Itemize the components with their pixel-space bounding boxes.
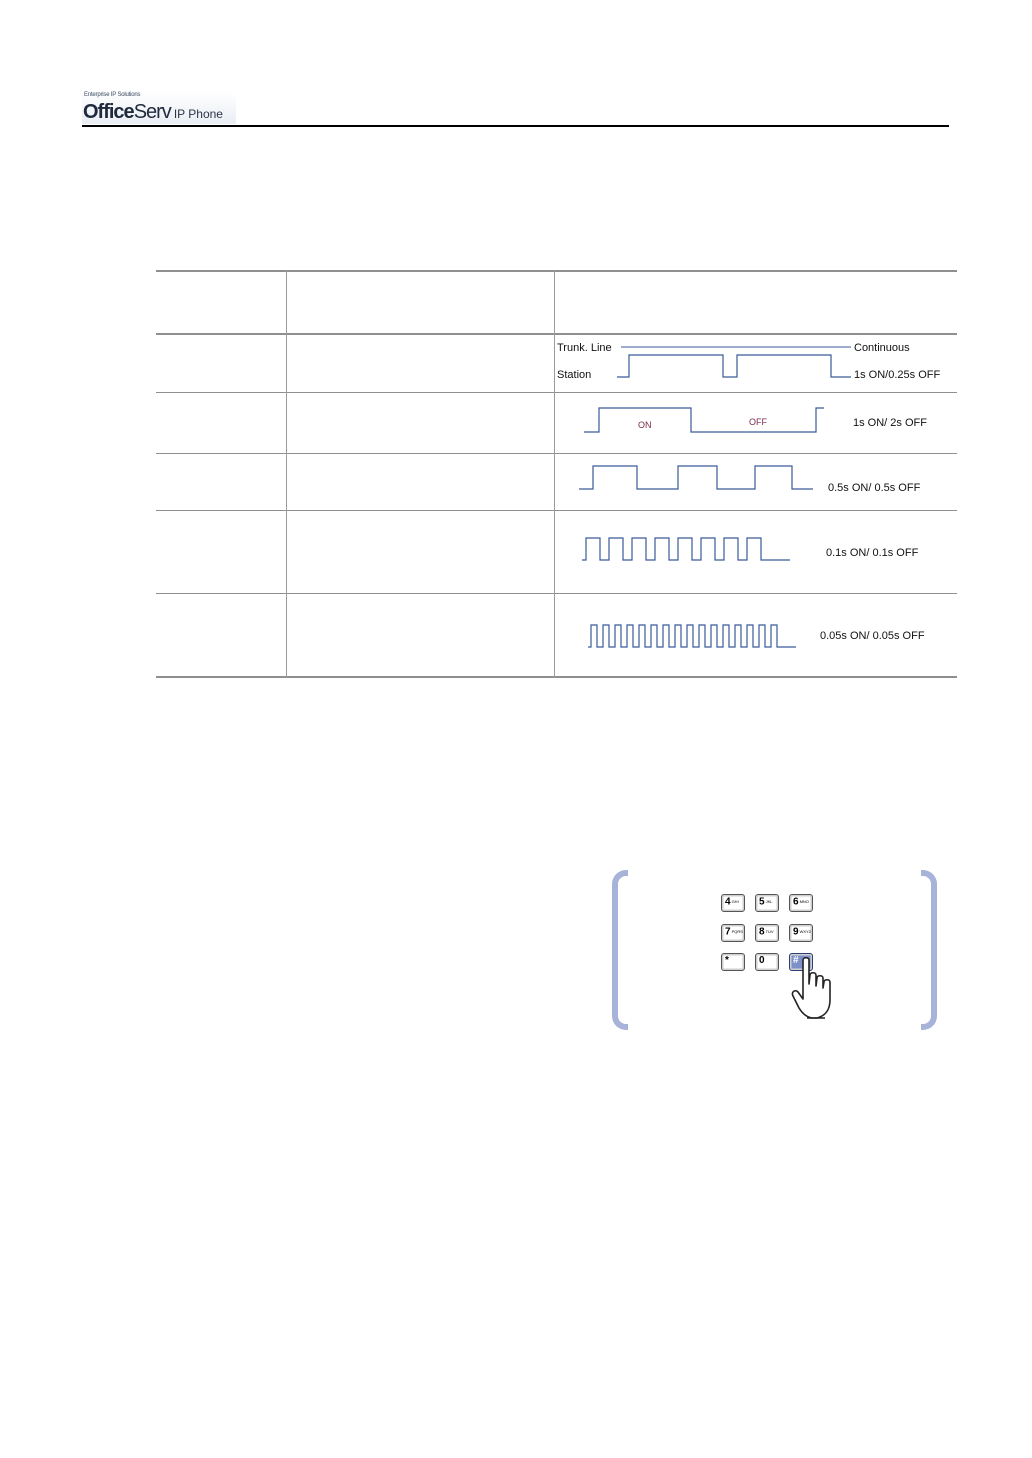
waveform-row-5 xyxy=(586,620,800,652)
off-label: OFF xyxy=(749,417,767,427)
row-3-label: 0.5s ON/ 0.5s OFF xyxy=(828,482,921,494)
table-bottom-rule xyxy=(156,676,957,678)
waveform-row-2 xyxy=(580,404,836,436)
row-1-label-cadence: 1s ON/0.25s OFF xyxy=(854,369,941,381)
logo-serv: Serv xyxy=(133,101,171,123)
row-4-label: 0.1s ON/ 0.1s OFF xyxy=(826,547,919,559)
on-label: ON xyxy=(638,420,652,430)
row-2-label: 1s ON/ 2s OFF xyxy=(853,417,927,429)
station-label: Station xyxy=(557,369,592,381)
signal-1s-on-2s-off xyxy=(584,408,824,432)
waveform-row-4 xyxy=(580,532,794,564)
key-star[interactable]: * xyxy=(721,953,745,971)
logo-ip-phone: IP Phone xyxy=(173,107,223,121)
officeserv-logo xyxy=(82,92,236,124)
key-hash[interactable]: # xyxy=(789,953,813,971)
logo-wordmark xyxy=(83,101,223,124)
table-row-rule xyxy=(156,392,957,393)
trunk-line-label: Trunk. Line xyxy=(557,342,612,354)
logo-tagline: Enterprise IP Solutions xyxy=(84,92,141,98)
key-6[interactable]: 6MNO xyxy=(789,894,813,912)
column-divider xyxy=(554,270,555,678)
table-row-rule xyxy=(156,453,957,454)
row-1-label-continuous: Continuous xyxy=(854,342,910,354)
key-8[interactable]: 8TUV xyxy=(755,924,779,942)
table-row-rule xyxy=(156,593,957,594)
row-5-label: 0.05s ON/ 0.05s OFF xyxy=(820,630,925,642)
pointing-hand-icon xyxy=(790,956,840,1026)
logo-office: Office xyxy=(83,101,134,123)
key-7[interactable]: 7PQRS xyxy=(721,924,745,942)
station-signal xyxy=(617,355,851,377)
table-row-rule xyxy=(156,510,957,511)
signal-0.5s xyxy=(579,466,813,489)
waveform-row-1 xyxy=(615,340,855,382)
key-9[interactable]: 9WXYZ xyxy=(789,924,813,942)
column-divider xyxy=(286,270,287,678)
key-5[interactable]: 5JKL xyxy=(755,894,779,912)
signal-table xyxy=(156,270,957,678)
figure-left-bracket xyxy=(612,870,628,1030)
signal-0.1s xyxy=(582,538,790,560)
key-4[interactable]: 4GHI xyxy=(721,894,745,912)
figure-right-bracket xyxy=(921,870,937,1030)
key-0[interactable]: 0 xyxy=(755,953,779,971)
header-rule xyxy=(82,125,949,127)
table-header-rule xyxy=(156,333,957,335)
signal-0.05s xyxy=(588,625,796,647)
keypad-illustration xyxy=(612,870,937,1030)
table-top-rule xyxy=(156,270,957,272)
waveform-row-3 xyxy=(577,460,817,494)
